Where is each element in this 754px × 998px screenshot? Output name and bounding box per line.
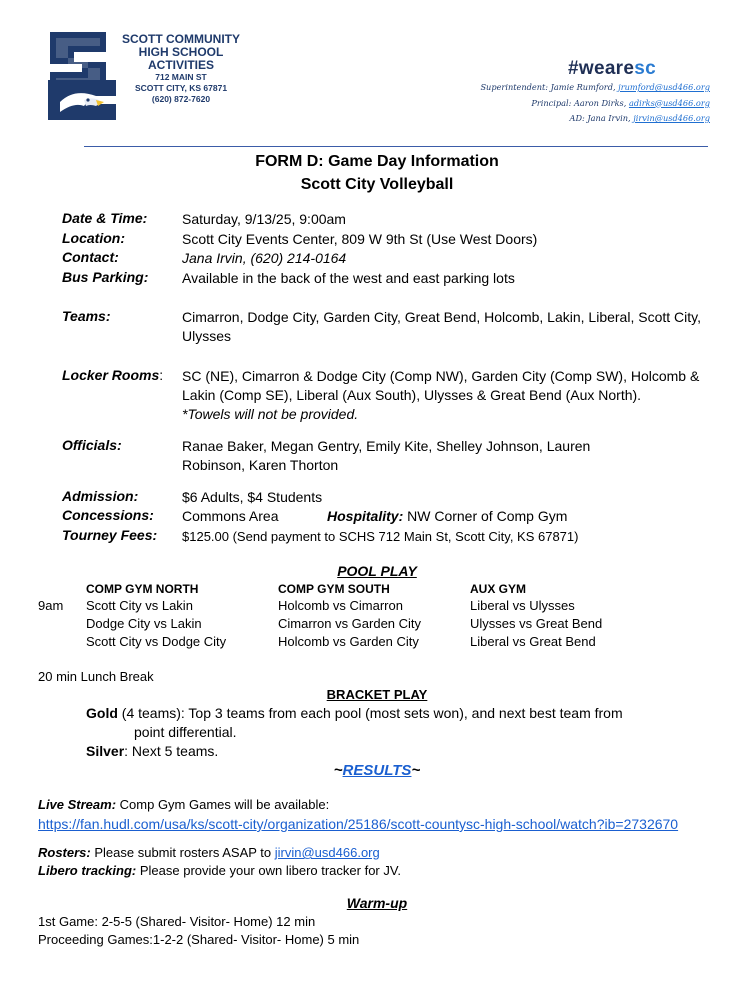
- concessions-label: Concessions:: [62, 507, 154, 523]
- rosters-email-link[interactable]: jirvin@usd466.org: [274, 845, 380, 860]
- rosters-line: [38, 845, 380, 860]
- libero-label: Libero tracking:: [38, 863, 137, 878]
- staff-contacts: [480, 80, 710, 127]
- table-cell: Liberal vs Ulysses: [470, 598, 575, 613]
- locker-rooms-label-text: Locker Rooms: [62, 367, 160, 383]
- pool-play-title: POOL PLAY: [337, 563, 417, 579]
- locker-rooms-colon: :: [159, 367, 164, 383]
- hashtag: [568, 58, 656, 80]
- results-suffix: ~: [411, 762, 421, 779]
- location-label: Location:: [62, 230, 125, 246]
- libero-text: Please provide your own libero tracker for JV.: [136, 863, 401, 878]
- table-cell: Holcomb vs Cimarron: [278, 598, 403, 613]
- staff-principal: [480, 96, 710, 112]
- contact-label: Contact:: [62, 249, 119, 265]
- staff-principal-label: Principal: Aaron Dirks,: [531, 97, 629, 108]
- table-cell: Cimarron vs Garden City: [278, 616, 422, 631]
- tourney-fees-label: Tourney Fees:: [62, 527, 158, 543]
- gold-label: Gold: [86, 705, 118, 721]
- date-label: Date & Time:: [62, 210, 148, 226]
- table-cell: Ulysses vs Great Bend: [470, 616, 603, 631]
- results-line: [0, 762, 754, 779]
- col-aux-gym: AUX GYM: [470, 582, 527, 596]
- hospitality-value: NW Corner of Comp Gym: [403, 508, 568, 524]
- form-title: FORM D: Game Day Information: [255, 153, 499, 170]
- gold-text: (4 teams): Top 3 teams from each pool (most sets won), and next best team from: [117, 705, 623, 721]
- table-cell: Scott City vs Lakin: [86, 598, 193, 613]
- rosters-text: Please submit rosters ASAP to: [90, 845, 275, 860]
- results-prefix: ~: [333, 762, 343, 779]
- live-stream-line: [38, 797, 329, 812]
- warmup-proceeding-games: Proceeding Games:1-2-2 (Shared- Visitor- Home) 5 min: [38, 932, 360, 947]
- silver-text: : Next 5 teams.: [124, 743, 219, 759]
- hospitality-label: Hospitality:: [327, 508, 404, 524]
- header-divider: [84, 146, 708, 147]
- silver-label: Silver: [86, 743, 125, 759]
- staff-ad: [480, 111, 710, 127]
- gold-bracket-line: [86, 705, 623, 721]
- concessions-value: Commons Area: [182, 508, 279, 524]
- staff-superintendent-label: Superintendent: Jamie Rumford,: [480, 82, 619, 92]
- address-line-1: 712 MAIN ST: [155, 72, 207, 82]
- address-line-3: (620) 872-7620: [151, 94, 211, 104]
- ad-email-link[interactable]: jirvin@usd466.org: [633, 113, 710, 123]
- locker-rooms-label: [62, 367, 163, 383]
- admission-label: Admission:: [62, 488, 139, 504]
- table-cell: Holcomb vs Garden City: [278, 634, 419, 649]
- teams-value: Cimarron, Dodge City, Garden City, Great Bend, Holcomb, Lakin, Liberal, Scott City, Ulysses: [182, 309, 701, 344]
- bracket-play-title: BRACKET PLAY: [326, 687, 428, 702]
- bus-parking-value: Available in the back of the west and east parking lots: [182, 270, 515, 286]
- superintendent-email-link[interactable]: jrumford@usd466.org: [618, 82, 710, 92]
- org-name-block: [122, 33, 240, 105]
- address-line-2: SCOTT CITY, KS 67871: [134, 83, 228, 93]
- table-cell: Liberal vs Great Bend: [470, 634, 596, 649]
- lunch-break: 20 min Lunch Break: [38, 669, 154, 684]
- warmup-title: Warm-up: [346, 895, 408, 911]
- gold-bracket-line-2: point differential.: [134, 724, 237, 740]
- hashtag-prefix: #weare: [568, 58, 635, 79]
- officials-label: Officials:: [62, 437, 122, 453]
- warmup-first-game: 1st Game: 2-5-5 (Shared- Visitor- Home) 12 min: [38, 914, 316, 929]
- date-value: Saturday, 9/13/25, 9:00am: [182, 211, 346, 227]
- school-logo: [44, 30, 122, 122]
- location-value: Scott City Events Center, 809 W 9th St (Use West Doors): [182, 231, 538, 247]
- libero-line: [38, 863, 401, 878]
- col-comp-gym-north: COMP GYM NORTH: [86, 582, 199, 596]
- admission-value: $6 Adults, $4 Students: [182, 489, 323, 505]
- table-cell: Scott City vs Dodge City: [86, 634, 227, 649]
- locker-rooms-value: [182, 367, 717, 424]
- results-link[interactable]: RESULTS: [342, 762, 412, 779]
- org-line-3: ACTIVITIES: [147, 58, 214, 72]
- live-stream-link[interactable]: https://fan.hudl.com/usa/ks/scott-city/organization/25186/scott-countysc-high-school/watch?ib=2732670: [38, 816, 679, 832]
- staff-ad-label: AD: Jana Irvin,: [569, 113, 634, 123]
- principal-email-link[interactable]: adirks@usd466.org: [628, 97, 710, 108]
- form-subtitle: Scott City Volleyball: [300, 176, 454, 193]
- hashtag-suffix: sc: [634, 58, 656, 79]
- rosters-label: Rosters:: [38, 845, 91, 860]
- hospitality-field: [327, 507, 567, 526]
- live-stream-label: Live Stream:: [38, 797, 117, 812]
- silver-bracket-line: [86, 743, 218, 759]
- live-stream-text: Comp Gym Games will be available:: [116, 797, 330, 812]
- org-line-1: SCOTT COMMUNITY: [122, 32, 240, 46]
- teams-label: Teams:: [62, 308, 111, 324]
- locker-rooms-text: SC (NE), Cimarron & Dodge City (Comp NW), Garden City (Comp SW), Holcomb & Lakin (Comp SE), Liberal (Aux South), Ulysses & Great Bend (Aux North).: [182, 368, 700, 403]
- bus-parking-label: Bus Parking:: [62, 269, 149, 285]
- officials-value: Ranae Baker, Megan Gentry, Emily Kite, Shelley Johnson, Lauren Robinson, Karen Thorton: [182, 438, 591, 473]
- col-comp-gym-south: COMP GYM SOUTH: [278, 582, 390, 596]
- staff-superintendent: [480, 80, 710, 96]
- towels-note: *Towels will not be provided.: [182, 406, 359, 422]
- org-line-2: HIGH SCHOOL: [138, 45, 224, 59]
- contact-value: Jana Irvin, (620) 214-0164: [182, 250, 347, 266]
- pool-play-time: 9am: [38, 598, 64, 613]
- tourney-fees-value: $125.00 (Send payment to SCHS 712 Main St, Scott City, KS 67871): [182, 529, 579, 544]
- table-cell: Dodge City vs Lakin: [86, 616, 202, 631]
